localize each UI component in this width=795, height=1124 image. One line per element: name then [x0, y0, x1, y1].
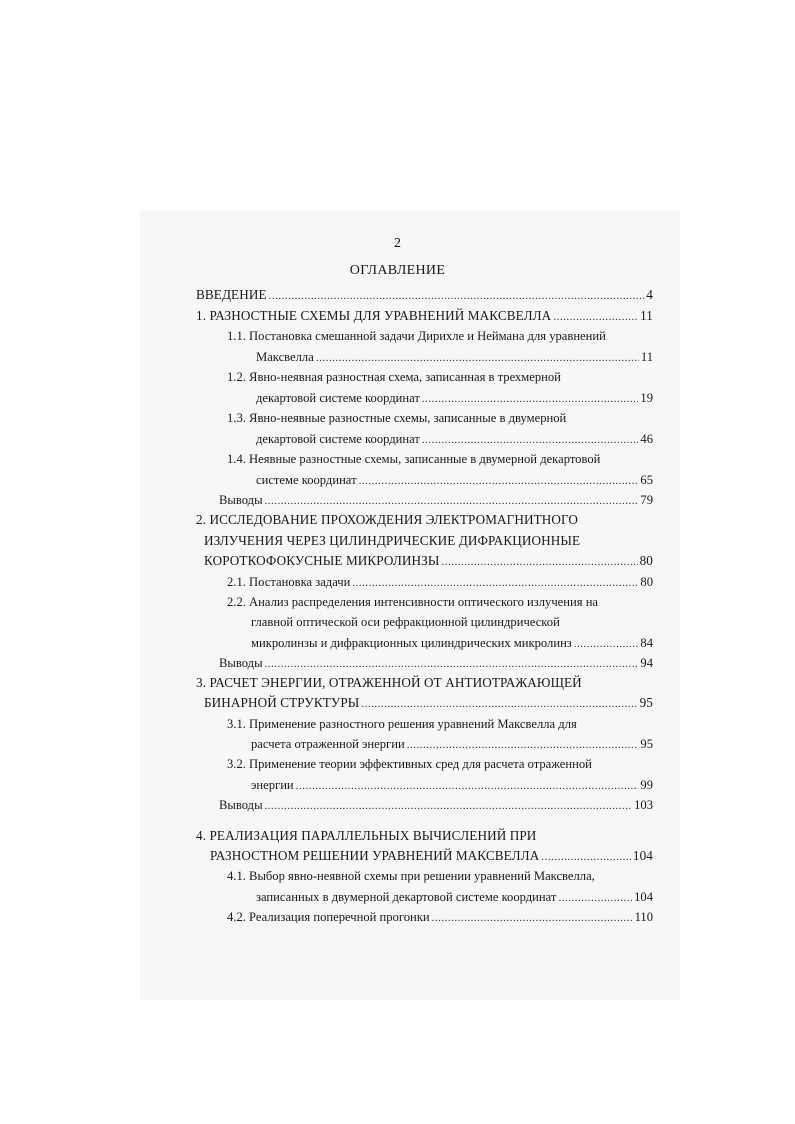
- toc-title: ОГЛАВЛЕНИЕ: [349, 263, 446, 278]
- toc-entry-conclusions-3: Выводы ..... 103: [219, 795, 653, 816]
- toc-entry-chapter-4-line1: 4. РЕАЛИЗАЦИЯ ПАРАЛЛЕЛЬНЫХ ВЫЧИСЛЕНИЙ ПРИ: [196, 828, 537, 843]
- toc-entry-2-2: микролинзы и дифракционных цилиндрических микролинз ..... 84: [251, 633, 653, 654]
- toc-entry-chapter-1: 1. РАЗНОСТНЫЕ СХЕМЫ ДЛЯ УРАВНЕНИЙ МАКСВЕЛЛА ..... 11: [196, 306, 653, 327]
- toc-entry-3-2: энергии ..... 99: [251, 775, 653, 796]
- toc-entry-1-2: декартовой системе координат ..... 19: [256, 388, 653, 409]
- toc-entry-2-2-line2: главной оптической оси рефракционной цилиндрической: [251, 615, 560, 629]
- toc-entry-chapter-2: КОРОТКОФОКУСНЫЕ МИКРОЛИНЗЫ ..... 80: [204, 551, 653, 572]
- toc-entry-1-3-line1: 1.3. Явно-неявные разностные схемы, записанные в двумерной: [227, 411, 567, 425]
- toc-entry-chapter-2-line1: 2. ИССЛЕДОВАНИЕ ПРОХОЖДЕНИЯ ЭЛЕКТРОМАГНИТНОГО: [196, 512, 579, 527]
- toc-entry-chapter-3: БИНАРНОЙ СТРУКТУРЫ ..... 95: [204, 693, 653, 714]
- toc-entry-chapter-3-line1: 3. РАСЧЕТ ЭНЕРГИИ, ОТРАЖЕННОЙ ОТ АНТИОТРАЖАЮЩЕЙ: [196, 675, 582, 690]
- toc-entry-3-2-line1: 3.2. Применение теории эффективных сред для расчета отраженной: [227, 757, 592, 771]
- toc-entry-4-1-line1: 4.1. Выбор явно-неявной схемы при решении уравнений Максвелла,: [227, 869, 595, 883]
- toc-entry-2-2-line1: 2.2. Анализ распределения интенсивности оптического излучения на: [227, 595, 599, 609]
- toc-entry-1-4-line1: 1.4. Неявные разностные схемы, записанные в двумерной декартовой: [227, 452, 601, 466]
- toc-entry-3-1-line1: 3.1. Применение разностного решения уравнений Максвелла для: [227, 717, 577, 731]
- toc-entry-intro: ВВЕДЕНИЕ ..... 4: [196, 285, 653, 306]
- page-number: 2: [394, 236, 401, 251]
- toc-entry-conclusions-2: Выводы ..... 94: [219, 653, 653, 674]
- toc-entry-3-1: расчета отраженной энергии ..... 95: [251, 734, 653, 755]
- toc-entry-1-1-line1: 1.1. Постановка смешанной задачи Дирихле и Неймана для уравнений: [227, 329, 606, 343]
- toc-entry-chapter-4: РАЗНОСТНОМ РЕШЕНИИ УРАВНЕНИЙ МАКСВЕЛЛА ..... 104: [210, 846, 653, 867]
- toc-entry-conclusions-1: Выводы ..... 79: [219, 490, 653, 511]
- toc-entry-1-3: декартовой системе координат ..... 46: [256, 429, 653, 450]
- toc-entry-chapter-2-line2: ИЗЛУЧЕНИЯ ЧЕРЕЗ ЦИЛИНДРИЧЕСКИЕ ДИФРАКЦИОННЫЕ: [204, 533, 581, 548]
- toc-entry-1-2-line1: 1.2. Явно-неявная разностная схема, записанная в трехмерной: [227, 370, 561, 384]
- toc-entry-4-1: записанных в двумерной декартовой системе координат ..... 104: [256, 887, 653, 908]
- toc-entry-2-1: 2.1. Постановка задачи ..... 80: [227, 572, 653, 593]
- toc-entry-1-1: Максвелла ..... 11: [256, 347, 653, 368]
- toc-entry-4-2: 4.2. Реализация поперечной прогонки ..... 110: [227, 907, 653, 928]
- toc-entry-1-4: системе координат ..... 65: [256, 470, 653, 491]
